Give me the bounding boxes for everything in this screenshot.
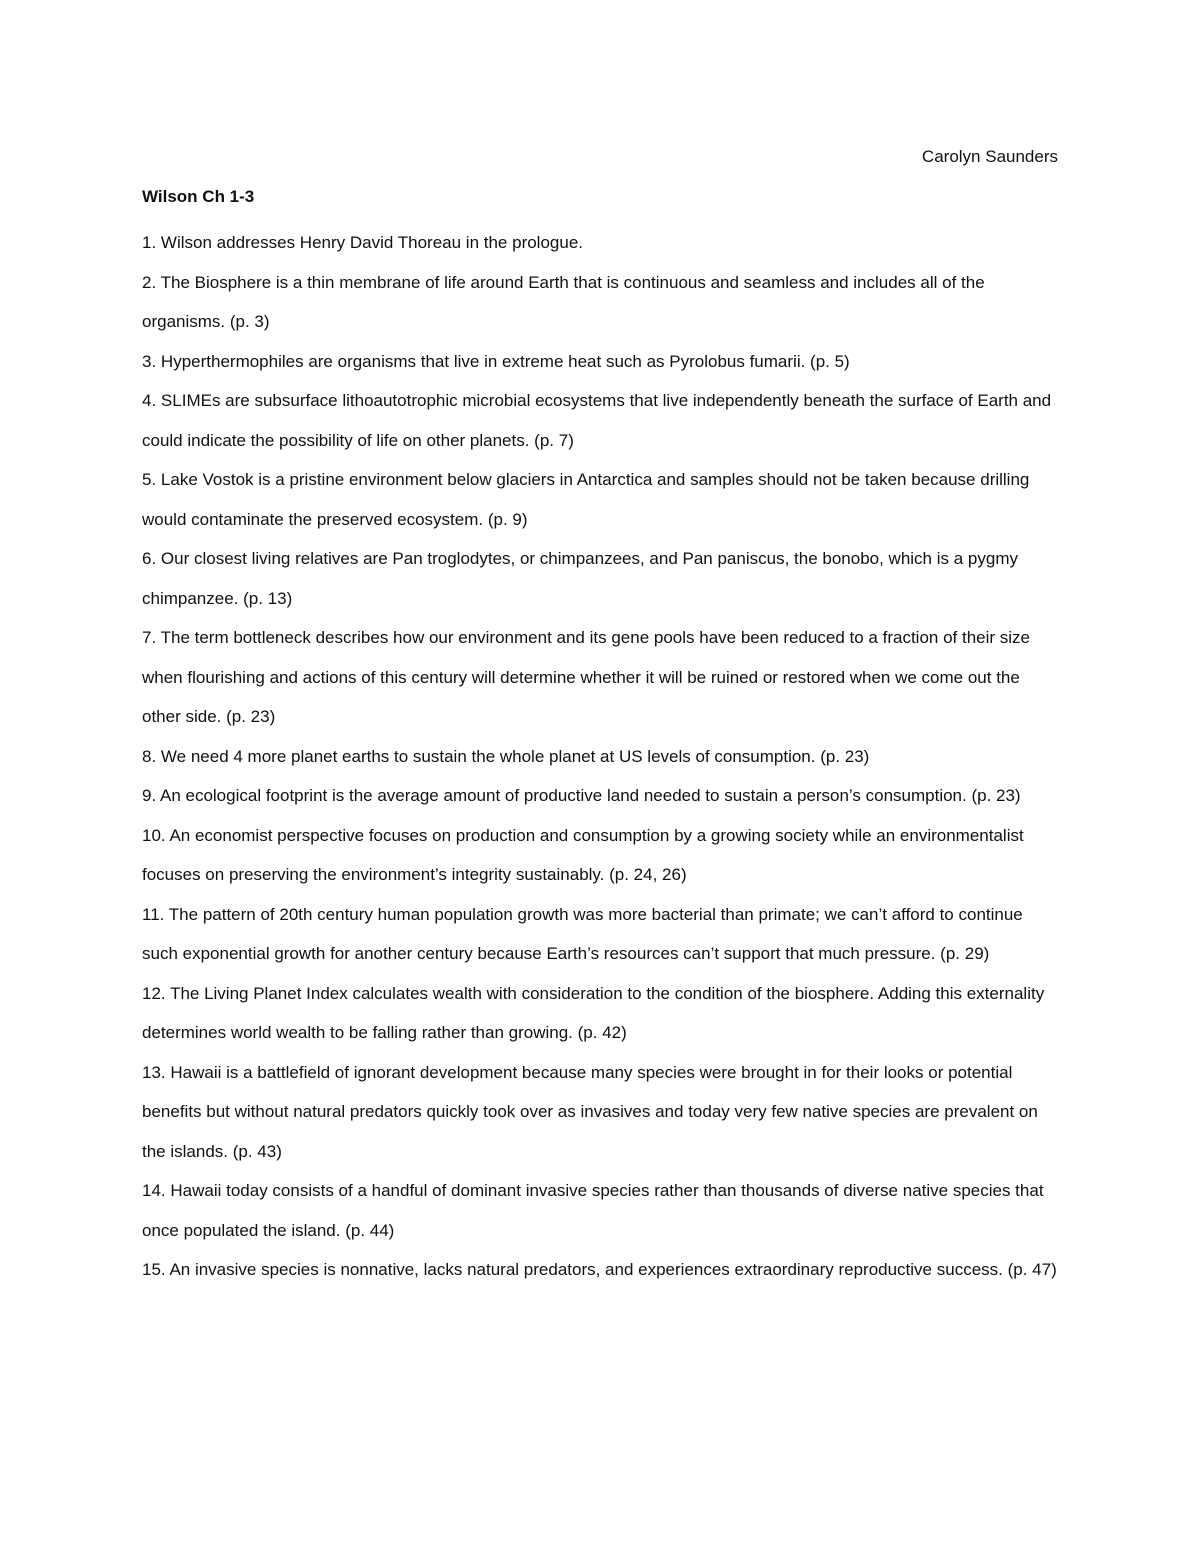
item-number: 10. [142,825,166,845]
item-text: Hyperthermophiles are organisms that live in extreme heat such as Pyrolobus fumarii. (p. 5) [160,351,850,371]
author-name: Carolyn Saunders [921,147,1058,166]
item-text: Hawaii today consists of a handful of dominant invasive species rather than thousands of diverse native species that once populated the island. (p. 44) [142,1181,1044,1240]
list-item [142,895,1057,974]
item-number: 14. [142,1181,166,1200]
item-text: The term bottleneck describes how our environment and its gene pools have been reduced to a fraction of their size when flourishing and actions of this century will determine whether it will be ruined or restored when we come out the other side. (p. 23) [142,628,1030,726]
item-number: 7. [142,628,157,647]
list-item [142,381,1057,460]
item-text: An ecological footprint is the average amount of productive land needed to sustain a person’s consumption. (p. 23) [159,786,1021,805]
item-text: Our closest living relatives are Pan troglodytes, or chimpanzees, and Pan paniscus, the bonobo, which is a pygmy chimpanzee. (p. 13) [142,549,1018,608]
item-text: The Living Planet Index calculates wealth with consideration to the condition of the biosphere. Adding this externality determines world wealth to be falling rather than growing. (p. 42) [142,983,1045,1042]
item-text: Lake Vostok is a pristine environment below glaciers in Antarctica and samples should not be taken because drilling would contaminate the preserved ecosystem. (p. 9) [142,470,1030,529]
document-title: Wilson Ch 1-3 [142,187,255,206]
item-number: 8. [142,746,157,766]
item-number: 11. [142,904,165,924]
item-number: 3. [142,351,157,371]
item-text: An invasive species is nonnative, lacks natural predators, and experiences extraordinary reproductive success. (p. 47) [169,1260,1057,1279]
list-item [142,776,1057,816]
item-text: SLIMEs are subsurface lithoautotrophic microbial ecosystems that live independently beneath the surface of Earth and could indicate the possibility of life on other planets. (p. 7) [142,391,1052,450]
item-number: 2. [142,272,157,292]
list-item [142,618,1057,737]
list-item [142,1171,1057,1250]
item-number: 6. [142,549,157,568]
item-text: The Biosphere is a thin membrane of life around Earth that is continuous and seamless and includes all of the organisms. (p. 3) [142,272,985,331]
list-item [142,974,1057,1053]
item-text: We need 4 more planet earths to sustain the whole planet at US levels of consumption. (p. 23) [160,746,870,766]
item-text: Wilson addresses Henry David Thoreau in the prologue. [160,233,583,252]
list-item [142,737,1057,777]
list-item [142,539,1057,618]
answer-list [142,223,1057,1290]
item-text: The pattern of 20th century human population growth was more bacterial than primate; we can’t afford to continue such exponential growth for another century because Earth’s resources can’t support that much pressure. (p. 29) [142,904,1023,963]
item-number: 12. [142,983,166,1003]
list-item [142,223,1057,263]
list-item [142,1250,1057,1290]
item-text: An economist perspective focuses on production and consumption by a growing society while an environmentalist focuses on preserving the environment’s integrity sustainably. (p. 24, 26) [142,825,1024,884]
list-item [142,342,1057,382]
item-number: 9. [142,786,157,805]
list-item [142,1053,1057,1172]
list-item [142,460,1057,539]
item-number: 4. [142,391,157,410]
item-number: 1. [142,233,157,252]
item-number: 15. [142,1260,166,1279]
item-number: 5. [142,470,157,489]
list-item [142,816,1057,895]
item-text: Hawaii is a battlefield of ignorant development because many species were brought in for their looks or potential benefits but without natural predators quickly took over as invasives and today very few native species are prevalent on the islands. (p. 43) [142,1062,1038,1161]
item-number: 13. [142,1062,166,1082]
list-item [142,263,1057,342]
